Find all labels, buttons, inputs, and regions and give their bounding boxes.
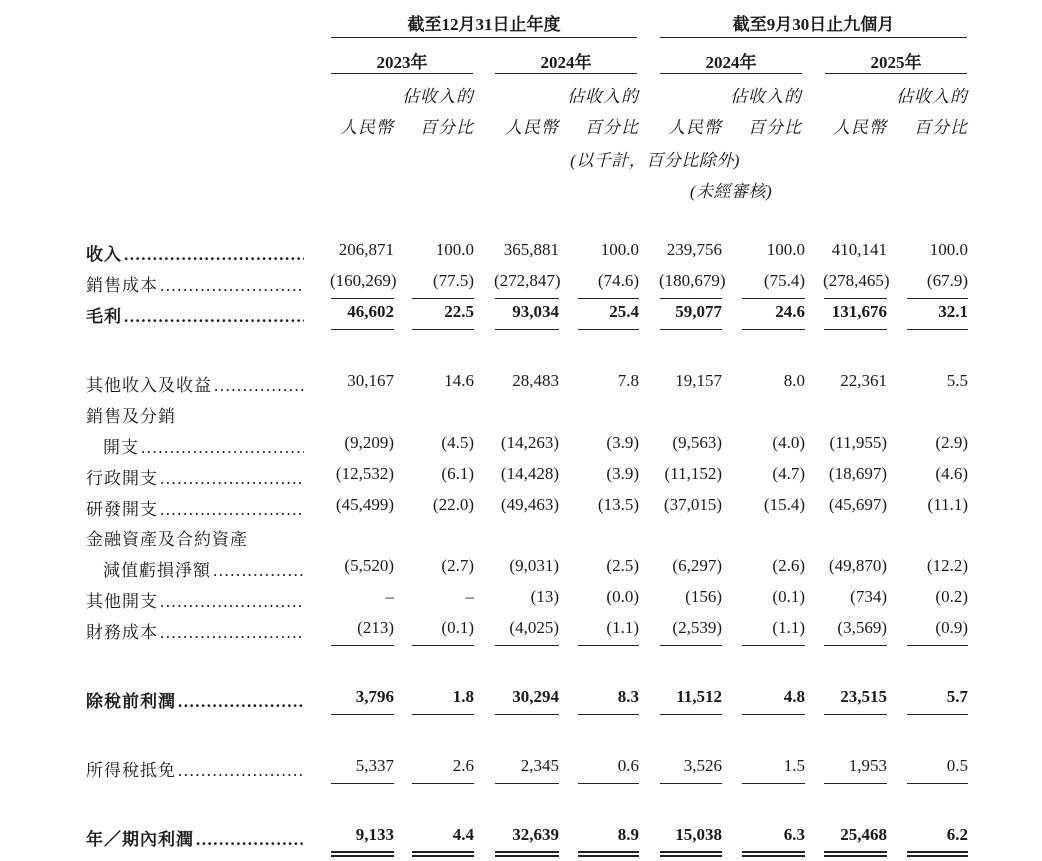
subtotal-rule (331, 298, 394, 299)
row-label: 銷售及分銷 (86, 407, 176, 426)
cell: 93,034 (512, 302, 559, 321)
subtotal-rule (412, 298, 474, 299)
year-header-rule (331, 73, 473, 74)
cell: (9,209) (344, 433, 394, 452)
subtotal-rule (331, 645, 394, 646)
cell: 4.8 (783, 687, 805, 706)
cell: 1,953 (848, 756, 887, 775)
table-row-impairment-heading (0, 525, 1042, 555)
cell: 22.5 (444, 302, 474, 321)
cell: 410,141 (831, 240, 887, 259)
cell: (734) (850, 587, 887, 606)
subtotal-rule (578, 714, 639, 715)
cell: (37,015) (663, 495, 722, 514)
cell: (49,870) (828, 556, 887, 575)
cell: 5,337 (355, 756, 394, 775)
cell: (11,955) (829, 433, 887, 452)
subtotal-rule (495, 298, 559, 299)
total-double-rule (412, 851, 474, 857)
cell: (2,539) (672, 618, 722, 637)
row-label: 行政開支 ..... (86, 464, 304, 489)
header-group-nine-months: 截至9月30日止九個月 (732, 15, 895, 34)
subtotal-rule (824, 783, 887, 784)
subtotal-rule (907, 329, 968, 330)
subtotal-rule (742, 329, 805, 330)
cell: 59,077 (675, 302, 722, 321)
cell: (77.5) (432, 271, 474, 290)
cell: (3.9) (606, 433, 639, 452)
cell: 6.2 (946, 825, 968, 844)
total-double-rule (495, 851, 559, 857)
cell: (18,697) (828, 464, 887, 483)
cell: (278,465) (823, 271, 890, 290)
cell: 15,038 (675, 825, 722, 844)
cell: 206,871 (338, 240, 394, 259)
cell: (2.6) (772, 556, 805, 575)
col-header-pct-line1: 佔收入的 (567, 87, 639, 106)
cell: 131,676 (831, 302, 887, 321)
cell: (213) (357, 618, 394, 637)
total-double-rule (578, 851, 639, 857)
unit-note: (以千計，百分比除外) (570, 151, 740, 170)
total-double-rule (742, 851, 805, 857)
year-header-rule (825, 73, 967, 74)
cell: (0.2) (935, 587, 968, 606)
cell: 4.4 (452, 825, 474, 844)
cell: (12.2) (926, 556, 968, 575)
row-label: 金融資產及合約資產 (86, 530, 248, 549)
col-header-pct-line2: 百分比 (420, 118, 474, 137)
col-header-pct-line1: 佔收入的 (730, 87, 802, 106)
subtotal-rule (578, 645, 639, 646)
cell: 365,881 (503, 240, 559, 259)
row-label: 除稅前利潤 ..... (86, 687, 304, 712)
subtotal-rule (331, 329, 394, 330)
cell: 5.7 (946, 687, 968, 706)
cell: 3,526 (683, 756, 722, 775)
col-header-pct-line1: 佔收入的 (896, 87, 968, 106)
cell: 24.6 (775, 302, 805, 321)
cell: 8.0 (783, 371, 805, 390)
cell: (1.1) (606, 618, 639, 637)
subtotal-rule (412, 645, 474, 646)
cell: 239,756 (666, 240, 722, 259)
subtotal-rule (742, 645, 805, 646)
table-row-rnd-expenses (0, 495, 1042, 525)
cell: (12,532) (335, 464, 394, 483)
unaudited-note: (未經審核) (689, 182, 773, 201)
subtotal-rule (660, 298, 722, 299)
subtotal-rule (824, 645, 887, 646)
subtotal-rule (412, 329, 474, 330)
cell: 100.0 (435, 240, 474, 259)
cell: (4.6) (935, 464, 968, 483)
subtotal-rule (331, 783, 394, 784)
cell: 3,796 (355, 687, 394, 706)
cell: 25.4 (609, 302, 639, 321)
year-header-2024: 2024年 (540, 53, 592, 72)
row-label: 財務成本 ..... (86, 618, 304, 643)
col-header-rmb: 人民幣 (505, 118, 559, 137)
col-header-rmb: 人民幣 (833, 118, 887, 137)
subtotal-rule (824, 714, 887, 715)
cell: (180,679) (659, 271, 726, 290)
cell: (67.9) (926, 271, 968, 290)
cell: (1.1) (772, 618, 805, 637)
header-group-fiscal-year-rule (331, 37, 637, 38)
table-row-profit-before-tax (0, 687, 1042, 717)
cell: 46,602 (347, 302, 394, 321)
row-label: 其他收入及收益 ..... (86, 371, 304, 396)
row-label: 所得稅抵免 ..... (86, 756, 304, 781)
cell: 0.6 (617, 756, 639, 775)
table-row-cost-of-sales (0, 271, 1042, 301)
year-header-rule (660, 73, 802, 74)
row-label: 減值虧損淨額 ..... (103, 556, 304, 581)
cell: 14.6 (444, 371, 474, 390)
cell: (160,269) (330, 271, 397, 290)
subtotal-rule (578, 783, 639, 784)
cell: 28,483 (512, 371, 559, 390)
cell: 5.5 (946, 371, 968, 390)
col-header-rmb: 人民幣 (340, 118, 394, 137)
year-header-2023: 2023年 (376, 53, 428, 72)
table-row-impairment-losses (0, 556, 1042, 586)
cell: 30,294 (512, 687, 559, 706)
row-label: 銷售成本 ..... (86, 271, 304, 296)
cell: 30,167 (347, 371, 394, 390)
cell: (6,297) (672, 556, 722, 575)
subtotal-rule (742, 714, 805, 715)
subtotal-rule (495, 714, 559, 715)
subtotal-rule (495, 645, 559, 646)
cell: (11.1) (927, 495, 968, 514)
header-group-nine-months-rule (660, 37, 967, 38)
subtotal-rule (660, 783, 722, 784)
cell: 100.0 (600, 240, 639, 259)
cell: (4.7) (772, 464, 805, 483)
cell: 100.0 (766, 240, 805, 259)
table-row-income-tax-credit (0, 756, 1042, 786)
cell: 7.8 (617, 371, 639, 390)
cell: – (385, 587, 394, 606)
year-header-rule (495, 73, 637, 74)
cell: (2.7) (441, 556, 474, 575)
subtotal-rule (412, 783, 474, 784)
col-header-rmb: 人民幣 (668, 118, 722, 137)
subtotal-rule (660, 714, 722, 715)
cell: 23,515 (840, 687, 887, 706)
cell: 8.9 (617, 825, 639, 844)
cell: (15.4) (763, 495, 805, 514)
cell: (4.0) (772, 433, 805, 452)
subtotal-rule (412, 714, 474, 715)
subtotal-rule (907, 714, 968, 715)
total-double-rule (824, 851, 887, 857)
cell: (272,847) (494, 271, 561, 290)
cell: (74.6) (597, 271, 639, 290)
subtotal-rule (495, 329, 559, 330)
cell: (2.5) (606, 556, 639, 575)
cell: 0.5 (946, 756, 968, 775)
subtotal-rule (907, 645, 968, 646)
table-row-selling-heading (0, 402, 1042, 432)
subtotal-rule (907, 298, 968, 299)
year-header-2024-9m: 2024年 (705, 53, 757, 72)
row-label: 其他開支 ..... (86, 587, 304, 612)
row-label: 毛利 ..... (86, 302, 304, 327)
cell: 32,639 (512, 825, 559, 844)
subtotal-rule (742, 298, 805, 299)
cell: (0.1) (772, 587, 805, 606)
cell: (14,428) (500, 464, 559, 483)
cell: (2.9) (935, 433, 968, 452)
col-header-pct-line2: 百分比 (748, 118, 802, 137)
cell: (75.4) (763, 271, 805, 290)
cell: 1.8 (452, 687, 474, 706)
cell: (0.9) (935, 618, 968, 637)
table-row-selling-expenses (0, 433, 1042, 463)
row-label: 年／期內利潤 ..... (86, 825, 304, 850)
subtotal-rule (907, 783, 968, 784)
cell: (156) (685, 587, 722, 606)
cell: (13) (530, 587, 559, 606)
cell: (3.9) (606, 464, 639, 483)
cell: – (465, 587, 474, 606)
table-row-other-expenses (0, 587, 1042, 617)
cell: (22.0) (432, 495, 474, 514)
cell: 11,512 (676, 687, 722, 706)
cell: 32.1 (938, 302, 968, 321)
cell: (45,499) (335, 495, 394, 514)
subtotal-rule (331, 714, 394, 715)
cell: (0.1) (441, 618, 474, 637)
subtotal-rule (578, 329, 639, 330)
total-double-rule (660, 851, 722, 857)
cell: (13.5) (597, 495, 639, 514)
total-double-rule (331, 851, 394, 857)
col-header-pct-line2: 百分比 (585, 118, 639, 137)
subtotal-rule (742, 783, 805, 784)
cell: 19,157 (675, 371, 722, 390)
row-label: 收入 ..... (86, 240, 304, 265)
cell: (4.5) (441, 433, 474, 452)
table-row-other-income (0, 371, 1042, 401)
subtotal-rule (660, 645, 722, 646)
cell: 6.3 (783, 825, 805, 844)
table-row-revenue (0, 240, 1042, 270)
row-label: 研發開支 ..... (86, 495, 304, 520)
subtotal-rule (824, 298, 887, 299)
cell: 2,345 (520, 756, 559, 775)
row-label: 開支 ..... (103, 433, 304, 458)
total-double-rule (907, 851, 968, 857)
cell: 2.6 (452, 756, 474, 775)
cell: 25,468 (840, 825, 887, 844)
cell: (5,520) (344, 556, 394, 575)
cell: (49,463) (500, 495, 559, 514)
cell: (9,563) (672, 433, 722, 452)
table-row-admin-expenses (0, 464, 1042, 494)
cell: (3,569) (837, 618, 887, 637)
cell: (11,152) (664, 464, 722, 483)
table-row-finance-costs (0, 618, 1042, 648)
subtotal-rule (495, 783, 559, 784)
cell: 100.0 (929, 240, 968, 259)
cell: (14,263) (500, 433, 559, 452)
cell: 9,133 (355, 825, 394, 844)
subtotal-rule (578, 298, 639, 299)
year-header-2025-9m: 2025年 (870, 53, 922, 72)
cell: (6.1) (441, 464, 474, 483)
cell: (9,031) (509, 556, 559, 575)
header-group-fiscal-year: 截至12月31日止年度 (407, 15, 561, 34)
cell: (4,025) (509, 618, 559, 637)
subtotal-rule (660, 329, 722, 330)
subtotal-rule (824, 329, 887, 330)
table-row-gross-profit (0, 302, 1042, 332)
cell: (0.0) (606, 587, 639, 606)
cell: 8.3 (617, 687, 639, 706)
col-header-pct-line1: 佔收入的 (402, 87, 474, 106)
cell: 1.5 (783, 756, 805, 775)
cell: 22,361 (840, 371, 887, 390)
cell: (45,697) (828, 495, 887, 514)
col-header-pct-line2: 百分比 (914, 118, 968, 137)
